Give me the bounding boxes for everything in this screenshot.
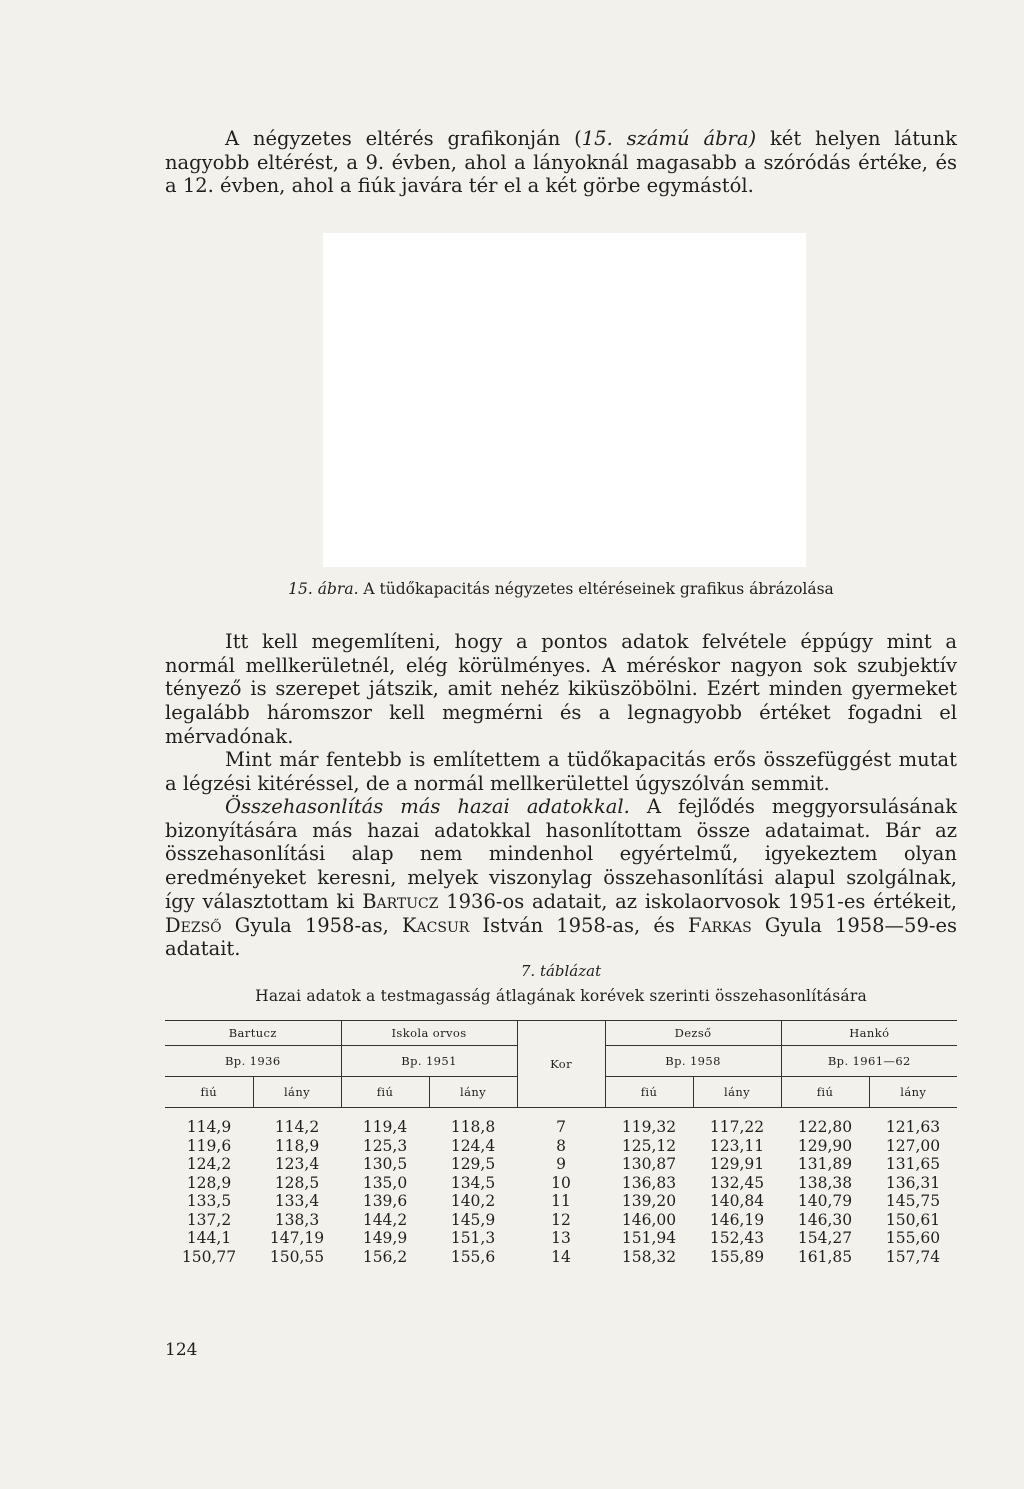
table-body: [165, 1108, 957, 1267]
table-row: [165, 1108, 957, 1137]
group-header: Dezső: [605, 1021, 781, 1046]
sex-header: fiú: [605, 1077, 693, 1108]
author-name: Kacsur: [401, 913, 470, 937]
group-header: Hankó: [781, 1021, 957, 1046]
value-cell: 151,3: [450, 1229, 496, 1247]
value-cell: 119,32: [621, 1118, 677, 1136]
paragraph-measurement: Itt kell megemlíteni, hogy a pontos adatok felvétele éppúgy mint a normál mellkerületnél, elég körülményes. A méréskor nagyon sok szubjektív tényező is szerepet játszik, amit nehéz kiküszöbölni. Ezért minden gyermeket legalább háromszor kell megmérni és a legnagyobb értéket fogadni el mérvadónak.: [165, 630, 957, 748]
value-cell: 129,91: [709, 1155, 765, 1173]
value-cell: 157,74: [885, 1247, 941, 1266]
table-row: [165, 1192, 957, 1211]
sex-header: lány: [429, 1077, 517, 1108]
value-cell: 117,22: [709, 1118, 765, 1136]
age-cell: 12: [551, 1210, 571, 1229]
age-cell: 7: [556, 1118, 566, 1136]
value-cell: 138,38: [797, 1173, 853, 1192]
value-cell: 138,3: [274, 1210, 320, 1229]
value-cell: 161,85: [797, 1247, 853, 1266]
value-cell: 155,60: [885, 1229, 941, 1247]
table-header-groups: [165, 1021, 957, 1046]
value-cell: 137,2: [186, 1210, 232, 1229]
value-cell: 131,89: [797, 1155, 853, 1173]
value-cell: 118,8: [450, 1118, 496, 1136]
value-cell: 123,11: [709, 1136, 765, 1155]
figure-caption-text: A tüdőkapacitás négyzetes eltéréseinek grafikus ábrázolása: [358, 580, 834, 598]
value-cell: 130,87: [621, 1155, 677, 1173]
value-cell: 130,5: [362, 1155, 408, 1173]
value-cell: 145,9: [450, 1210, 496, 1229]
value-cell: 122,80: [797, 1118, 853, 1136]
value-cell: 124,2: [186, 1155, 232, 1173]
value-cell: 134,5: [450, 1173, 496, 1192]
page-number: 124: [165, 1340, 198, 1360]
value-cell: 132,45: [709, 1173, 765, 1192]
age-cell: 13: [551, 1229, 571, 1247]
place-header: Bp. 1961—62: [781, 1046, 957, 1077]
value-cell: 146,19: [709, 1210, 765, 1229]
author-name: Dezső: [165, 913, 222, 937]
value-cell: 131,65: [885, 1155, 941, 1173]
value-cell: 145,75: [885, 1192, 941, 1210]
value-cell: 129,90: [797, 1136, 853, 1155]
sex-header: fiú: [781, 1077, 869, 1108]
text-run: István 1958-as, és: [469, 913, 688, 937]
value-cell: 136,83: [621, 1173, 677, 1192]
value-cell: 128,5: [274, 1173, 320, 1192]
text-run: két helyen látunk nagyobb eltérést, a 9. évben, ahol a lányoknál magasabb a szóródás értéke, és a 12. évben, ahol a fiúk javára tér el a két görbe egymástól.: [165, 127, 957, 198]
text-run: 1936-os adatait, az iskolaorvosok 1951-es értékeit,: [438, 889, 957, 913]
table-row: [165, 1211, 957, 1230]
value-cell: 154,27: [797, 1229, 853, 1247]
sex-header: lány: [693, 1077, 781, 1108]
value-cell: 139,20: [621, 1192, 677, 1210]
table-row: [165, 1174, 957, 1193]
sex-header: fiú: [165, 1077, 253, 1108]
value-cell: 127,00: [885, 1136, 941, 1155]
age-cell: 9: [556, 1155, 566, 1173]
paragraph-intro: [165, 127, 957, 198]
text-run: Gyula 1958-as,: [221, 913, 402, 937]
value-cell: 119,6: [186, 1136, 232, 1155]
text-run: Gyula 1958—59-es adatait.: [165, 913, 958, 961]
sex-header: lány: [869, 1077, 957, 1108]
place-header: Bp. 1958: [605, 1046, 781, 1077]
value-cell: 123,4: [274, 1155, 320, 1173]
text-run: A fejlődés meggyorsulásának bizonyítására más hazai adatokkal hasonlítottam össze adataimat. Bár az összehasonlítási alap nem mindenhol egyértelmű, igyekeztem olyan eredményeket keresni, melyek viszonylag összehasonlítási alapul szolgálnak, így választottam ki: [165, 795, 958, 913]
value-cell: 152,43: [709, 1229, 765, 1247]
value-cell: 139,6: [362, 1192, 408, 1210]
age-cell: 10: [551, 1173, 571, 1192]
age-cell: 14: [551, 1247, 571, 1266]
value-cell: 150,61: [885, 1210, 941, 1229]
figure-caption: [165, 580, 957, 598]
table-row: [165, 1229, 957, 1248]
height-comparison-table: [165, 1020, 957, 1266]
value-cell: 133,4: [274, 1192, 320, 1210]
value-cell: 155,6: [450, 1247, 496, 1266]
value-cell: 146,30: [797, 1210, 853, 1229]
kor-header: Kor: [517, 1021, 605, 1108]
value-cell: 114,9: [186, 1118, 232, 1136]
value-cell: 133,5: [186, 1192, 232, 1210]
value-cell: 146,00: [621, 1210, 677, 1229]
value-cell: 144,2: [362, 1210, 408, 1229]
section-heading: Összehasonlítás más hazai adatokkal.: [225, 795, 630, 818]
value-cell: 128,9: [186, 1173, 232, 1192]
sex-header: fiú: [341, 1077, 429, 1108]
paragraph-correlation: Mint már fentebb is említettem a tüdőkapacitás erős összefüggést mutat a légzési kitéréssel, de a normál mellkerülettel úgyszólván semmit.: [165, 748, 957, 795]
text-run: A négyzetes eltérés grafikonján (: [225, 127, 582, 150]
paragraph-comparison: [165, 795, 957, 961]
place-header: Bp. 1951: [341, 1046, 517, 1077]
value-cell: 118,9: [274, 1136, 320, 1155]
table-row: [165, 1137, 957, 1156]
value-cell: 114,2: [274, 1118, 320, 1136]
figure-caption-number: 15. ábra.: [288, 580, 359, 598]
value-cell: 149,9: [362, 1229, 408, 1247]
value-cell: 158,32: [621, 1247, 677, 1266]
author-name: Bartucz: [362, 889, 439, 913]
author-name: Farkas: [687, 913, 752, 937]
age-cell: 11: [551, 1192, 571, 1210]
table-row: [165, 1248, 957, 1267]
value-cell: 136,31: [885, 1173, 941, 1192]
figure-15-blank: [323, 233, 806, 567]
value-cell: 129,5: [450, 1155, 496, 1173]
value-cell: 147,19: [269, 1229, 325, 1247]
place-header: Bp. 1936: [165, 1046, 341, 1077]
value-cell: 140,84: [709, 1192, 765, 1210]
figure-reference: 15. számú ábra): [581, 127, 757, 150]
age-cell: 8: [556, 1136, 566, 1155]
value-cell: 150,77: [181, 1247, 237, 1266]
value-cell: 156,2: [362, 1247, 408, 1266]
value-cell: 124,4: [450, 1136, 496, 1155]
value-cell: 140,79: [797, 1192, 853, 1210]
value-cell: 151,94: [621, 1229, 677, 1247]
value-cell: 135,0: [362, 1173, 408, 1192]
value-cell: 144,1: [186, 1229, 232, 1247]
table-title: Hazai adatok a testmagasság átlagának korévek szerinti összehasonlítására: [255, 987, 867, 1005]
value-cell: 155,89: [709, 1247, 765, 1266]
value-cell: 125,3: [362, 1136, 408, 1155]
sex-header: lány: [253, 1077, 341, 1108]
value-cell: 121,63: [885, 1118, 941, 1136]
group-header: Bartucz: [165, 1021, 341, 1046]
value-cell: 125,12: [621, 1136, 677, 1155]
value-cell: 150,55: [269, 1247, 325, 1266]
group-header: Iskola orvos: [341, 1021, 517, 1046]
value-cell: 140,2: [450, 1192, 496, 1210]
table-row: [165, 1155, 957, 1174]
value-cell: 119,4: [362, 1118, 408, 1136]
table-number: 7. táblázat: [520, 962, 602, 980]
